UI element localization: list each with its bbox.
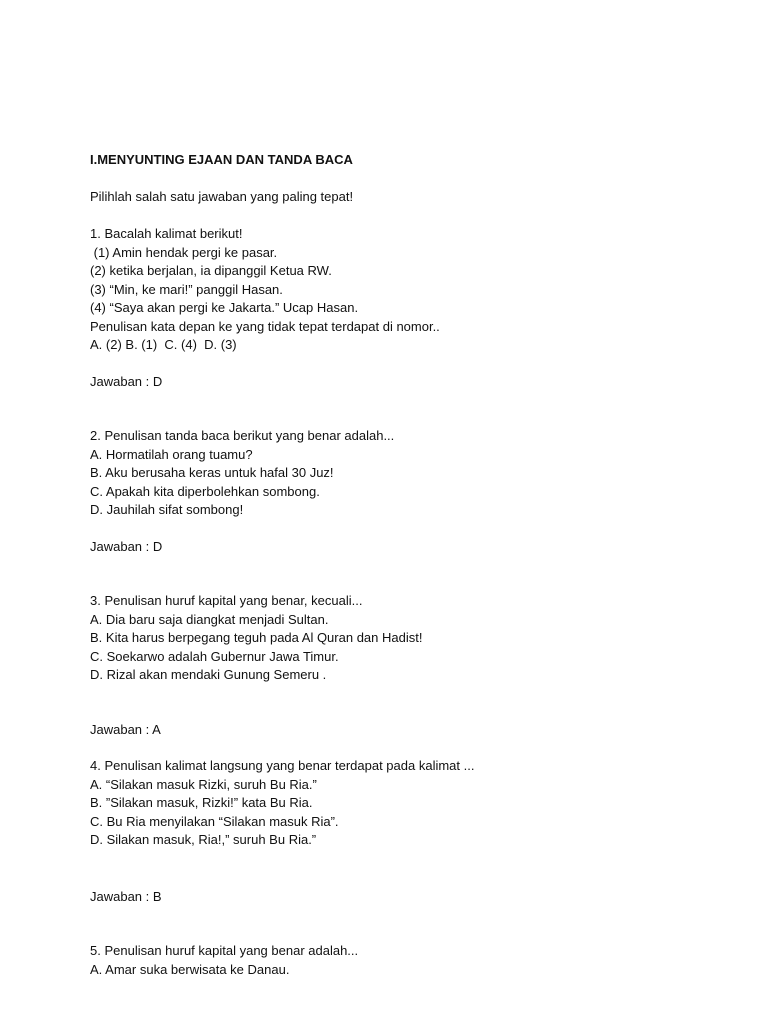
question-line: 5. Penulisan huruf kapital yang benar adalah... xyxy=(90,943,359,958)
question-line: (2) ketika berjalan, ia dipanggil Ketua RW. xyxy=(90,263,332,278)
question-line: A. Hormatilah orang tuamu? xyxy=(90,446,253,462)
question-line: 1. Bacalah kalimat berikut! xyxy=(90,226,243,241)
question-line: (4) “Saya akan pergi ke Jakarta.” Ucap Hasan. xyxy=(90,300,359,315)
question-line: (1) Amin hendak pergi ke pasar. xyxy=(90,244,278,260)
question-3 xyxy=(90,592,710,739)
question-line: B. ”Silakan masuk, Rizki!” kata Bu Ria. xyxy=(90,795,313,810)
document-body xyxy=(90,151,710,979)
question-line: A. Amar suka berwisata ke Danau. xyxy=(90,961,290,977)
question-2 xyxy=(90,427,710,556)
answer-key: Jawaban : D xyxy=(90,373,163,389)
answer-key: Jawaban : A xyxy=(90,721,161,737)
instruction-text: Pilihlah salah satu jawaban yang paling tepat! xyxy=(90,188,354,204)
question-5 xyxy=(90,942,710,979)
question-line: D. Silakan masuk, Ria!,” suruh Bu Ria.” xyxy=(90,832,317,847)
question-1 xyxy=(90,225,710,391)
question-line: B. Aku berusaha keras untuk hafal 30 Juz! xyxy=(90,465,334,480)
question-line: C. Bu Ria menyilakan “Silakan masuk Ria”. xyxy=(90,813,339,829)
question-line: D. Rizal akan mendaki Gunung Semeru . xyxy=(90,667,327,682)
question-line: 2. Penulisan tanda baca berikut yang benar adalah... xyxy=(90,428,395,443)
question-line: C. Soekarwo adalah Gubernur Jawa Timur. xyxy=(90,648,339,664)
question-line: A. Dia baru saja diangkat menjadi Sultan. xyxy=(90,611,329,627)
question-line: A. “Silakan masuk Rizki, suruh Bu Ria.” xyxy=(90,776,317,792)
answer-key: Jawaban : D xyxy=(90,538,163,554)
question-line: C. Apakah kita diperbolehkan sombong. xyxy=(90,483,320,499)
section-title: I.MENYUNTING EJAAN DAN TANDA BACA xyxy=(90,152,353,167)
question-line: 4. Penulisan kalimat langsung yang benar terdapat pada kalimat ... xyxy=(90,758,475,773)
question-4 xyxy=(90,757,710,906)
question-line: (3) “Min, ke mari!” panggil Hasan. xyxy=(90,281,283,297)
question-line: Penulisan kata depan ke yang tidak tepat terdapat di nomor.. xyxy=(90,318,440,334)
answer-options: A. (2) B. (1) C. (4) D. (3) xyxy=(90,337,237,352)
question-line: D. Jauhilah sifat sombong! xyxy=(90,502,244,517)
answer-key: Jawaban : B xyxy=(90,888,162,904)
question-line: B. Kita harus berpegang teguh pada Al Quran dan Hadist! xyxy=(90,630,423,645)
question-line: 3. Penulisan huruf kapital yang benar, kecuali... xyxy=(90,593,363,608)
